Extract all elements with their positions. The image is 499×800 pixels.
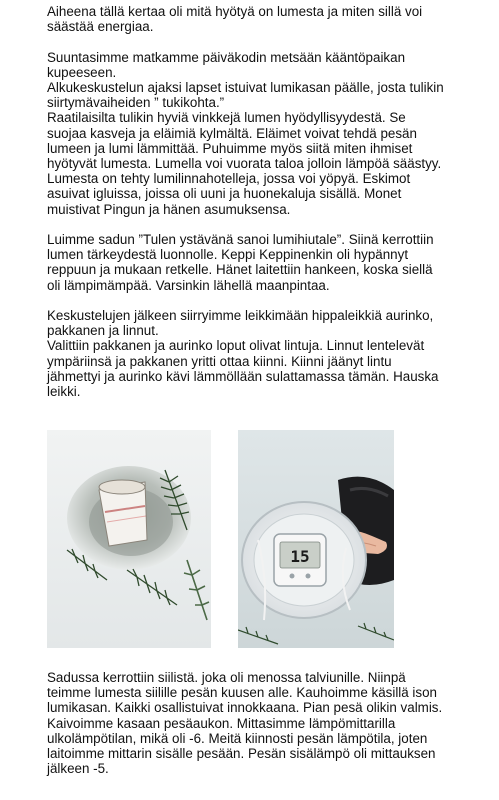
text-line: Valittiin pakkanen ja aurinko loput olivat lintuja. Linnut lentelevät [47, 338, 425, 354]
text-line: lumeen ja lumi lämmittää. Puhuimme myös siitä miten ihmiset [47, 140, 413, 156]
text-line: leikki. [47, 384, 81, 400]
text-line: lumen tärkeydestä luonnolle. Keppi Keppinenkin oli hypännyt [47, 247, 409, 263]
text-line: jälkeen -5. [47, 761, 109, 777]
text-line: hyötyvät lumesta. Lumella voi vuorata taloa jolloin lämpöä säästyy. [47, 156, 442, 172]
text-line: jähmettyi ja aurinko kävi lämmöllään sulattamassa tämän. Hauska [47, 368, 439, 384]
paragraph-satu [47, 232, 477, 293]
text-line: ympäriinsä ja pakkanen yritti ottaa kiinni. Kiinni jäänyt lintu [47, 353, 392, 369]
text-line: reppuun ja mukaan retkelle. Hänet laitettiin hankeen, koska siellä [47, 262, 433, 278]
snow-nest-photo [47, 430, 211, 648]
text-line: Lumesta on tehty lumilinnahotelleja, jossa voi yöpyä. Eskimot [47, 171, 411, 187]
snow-nest-image [47, 430, 211, 648]
thermometer-image [238, 430, 394, 648]
text-line: muistivat Pingun ja hänen asumuksensa. [47, 201, 291, 217]
text-line: Raatilaisilta tulikin hyviä vinkkejä lumen hyödyllisyydestä. Se [47, 110, 406, 126]
text-line: lumikasan. Kaikki osallistuivat innokkaana. Pian pesä olikin valmis. [47, 700, 443, 716]
article-body [47, 4, 477, 414]
text-line: kupeeseen. [47, 64, 117, 80]
paragraph-intro [47, 4, 477, 34]
text-line: teimme lumesta siilille pesän kuusen alle. Kauhoimme käsillä ison [47, 685, 437, 701]
text-line: suojaa kasveja ja eläimiä kylmältä. Eläimet voivat tehdä pesän [47, 125, 417, 141]
text-line: Suuntasimme matkamme päiväkodin metsään kääntöpaikan [47, 49, 406, 65]
text-line: Sadussa kerrottiin siilistä. joka oli menossa talviunille. Niinpä [47, 670, 406, 685]
text-line: Alkukeskustelun ajaksi lapset istuivat lumikasan päälle, josta tulikin [47, 80, 444, 95]
text-line: Kaivoimme kasaan pesäaukon. Mittasimme lämpömittarilla [47, 715, 396, 731]
paragraph-siili [47, 670, 477, 776]
paragraph-leikki [47, 308, 477, 399]
text-line: säästää energiaa. [47, 19, 154, 35]
text-line: Keskustelujen jälkeen siirryimme leikkimään hippaleikkiä aurinko, [47, 308, 434, 324]
text-line: Aiheena tällä kertaa oli mitä hyötyä on lumesta ja miten sillä voi [47, 4, 423, 19]
text-line: pakkanen ja linnut. [47, 323, 159, 339]
paragraph-lumi [47, 50, 477, 217]
text-line: Luimme sadun ”Tulen ystävänä sanoi lumihiutale”. Siinä kerrottiin [47, 232, 434, 248]
text-line: oli lämpimämpää. Varsinkin lähellä maanpintaa. [47, 277, 330, 293]
text-line: ulkolämpötilan, mikä oli -6. Meitä kiinnosti pesän lämpötila, joten [47, 730, 428, 746]
text-line: laitoimme mittarin sisälle pesään. Pesän sisälämpö oli mittauksen [47, 746, 436, 762]
text-line: asuivat igluissa, joissa oli uuni ja huonekaluja sisällä. Monet [47, 186, 402, 202]
text-line: siirtymävaiheiden ” tukikohta.” [47, 95, 225, 111]
thermometer-display: 15 [290, 547, 310, 566]
thermometer-photo [238, 430, 394, 648]
photo-row [47, 430, 467, 648]
paragraph-siili-text [47, 670, 477, 776]
